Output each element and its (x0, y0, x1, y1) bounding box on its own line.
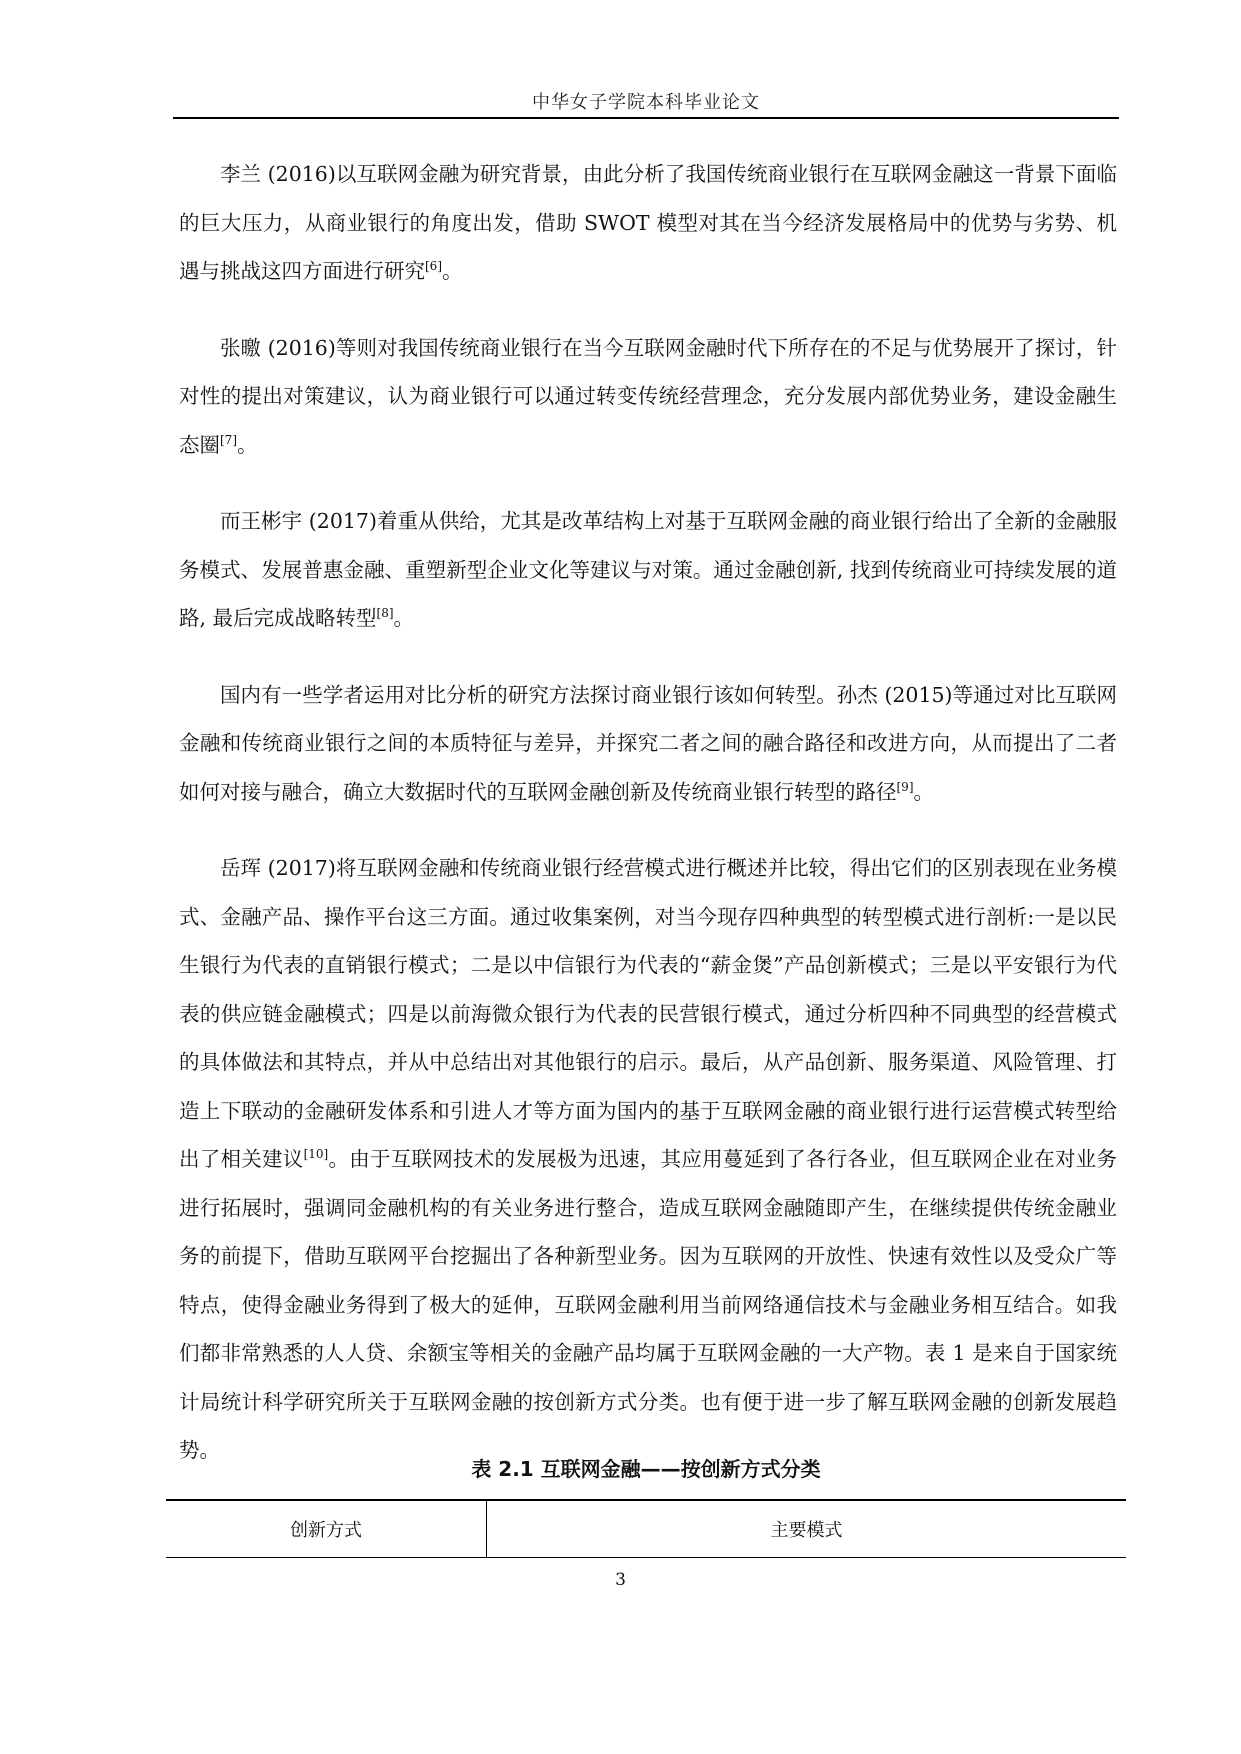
paragraph-tail: 。 (393, 606, 415, 630)
paragraph-yue-hui (179, 844, 1117, 1475)
paragraph-text: 李兰 (2016)以互联网金融为研究背景，由此分析了我国传统商业银行在互联网金融这一背景下面临的巨大压力，从商业银行的角度出发，借助 SWOT 模型对其在当今经济发展格局中的优势与劣势、机遇与挑战这四方面进行研究 (179, 162, 1117, 283)
paragraph-wang-binyu (179, 497, 1117, 643)
page-number: 3 (615, 1570, 626, 1590)
citation-marker: [9] (896, 779, 914, 794)
citation-marker: [10] (303, 1147, 329, 1162)
paragraph-tail: 。由于互联网技术的发展极为迅速，其应用蔓延到了各行各业，但互联网企业在对业务进行拓展时，强调同金融机构的有关业务进行整合，造成互联网金融随即产生，在继续提供传统金融业务的前提下，借助互联网平台挖掘出了各种新型业务。因为互联网的开放性、快速有效性以及受众广等特点，使得金融业务得到了极大的延伸，互联网金融利用当前网络通信技术与金融业务相互结合。如我们都非常熟悉的人人贷、余额宝等相关的金融产品均属于互联网金融的一大产物。表 1 是来自于国家统计局统计科学研究所关于互联网金融的按创新方式分类。也有便于进一步了解互联网金融的创新发展趋势。 (179, 1147, 1118, 1462)
table-caption: 表 2.1 互联网金融——按创新方式分类 (471, 1457, 821, 1481)
paragraph-text: 岳珲 (2017)将互联网金融和传统商业银行经营模式进行概述并比较，得出它们的区别表现在业务模式、金融产品、操作平台这三方面。通过收集案例，对当今现存四种典型的转型模式进行剖析:一是以民生银行为代表的直销银行模式；二是以中信银行为代表的“薪金煲”产品创新模式；三是以平安银行为代表的供应链金融模式；四是以前海微众银行为代表的民营银行模式，通过分析四种不同典型的经营模式的具体做法和其特点，并从中总结出对其他银行的启示。最后，从产品创新、服务渠道、风险管理、打造上下联动的金融研发体系和引进人才等方面为国内的基于互联网金融的商业银行进行运营模式转型给出了相关建议 (179, 856, 1117, 1171)
citation-marker: [6] (425, 259, 442, 274)
paragraph-tail: 。 (913, 779, 934, 804)
paragraph-text: 张曒 (2016)等则对我国传统商业银行在当今互联网金融时代下所存在的不足与优势展开了探讨，针对性的提出对策建议，认为商业银行可以通过转变传统经营理念，充分发展内部优势业务，建设金融生态圈 (179, 335, 1117, 457)
classification-table (166, 1499, 1126, 1558)
running-header: 中华女子学院本科毕业论文 (532, 92, 760, 113)
paragraph-sun-jie (179, 671, 1117, 817)
table-header-main-model: 主要模式 (770, 1520, 843, 1541)
paragraph-tail: 。 (237, 432, 258, 457)
paragraph-text: 国内有一些学者运用对比分析的研究方法探讨商业银行该如何转型。孙杰 (2015)等通过对比互联网金融和传统商业银行之间的本质特征与差异，并探究二者之间的融合路径和改进方向，从而提出了二者如何对接与融合，确立大数据时代的互联网金融创新及传统商业银行转型的路径 (179, 682, 1117, 804)
paragraph-zhang (179, 324, 1117, 470)
paragraph-li-lan (179, 150, 1117, 296)
header-rule (173, 117, 1119, 119)
body-text (179, 150, 1117, 1503)
table-header-innovation-mode: 创新方式 (166, 1501, 487, 1557)
paragraph-tail: 。 (442, 259, 463, 283)
citation-marker: [8] (376, 606, 394, 621)
citation-marker: [7] (220, 432, 237, 447)
paragraph-text: 而王彬宇 (2017)着重从供给，尤其是改革结构上对基于互联网金融的商业银行给出了全新的金融服务模式、发展普惠金融、重塑新型企业文化等建议与对策。通过金融创新, 找到传统商业可持续发展的道路, 最后完成战略转型 (179, 509, 1117, 630)
